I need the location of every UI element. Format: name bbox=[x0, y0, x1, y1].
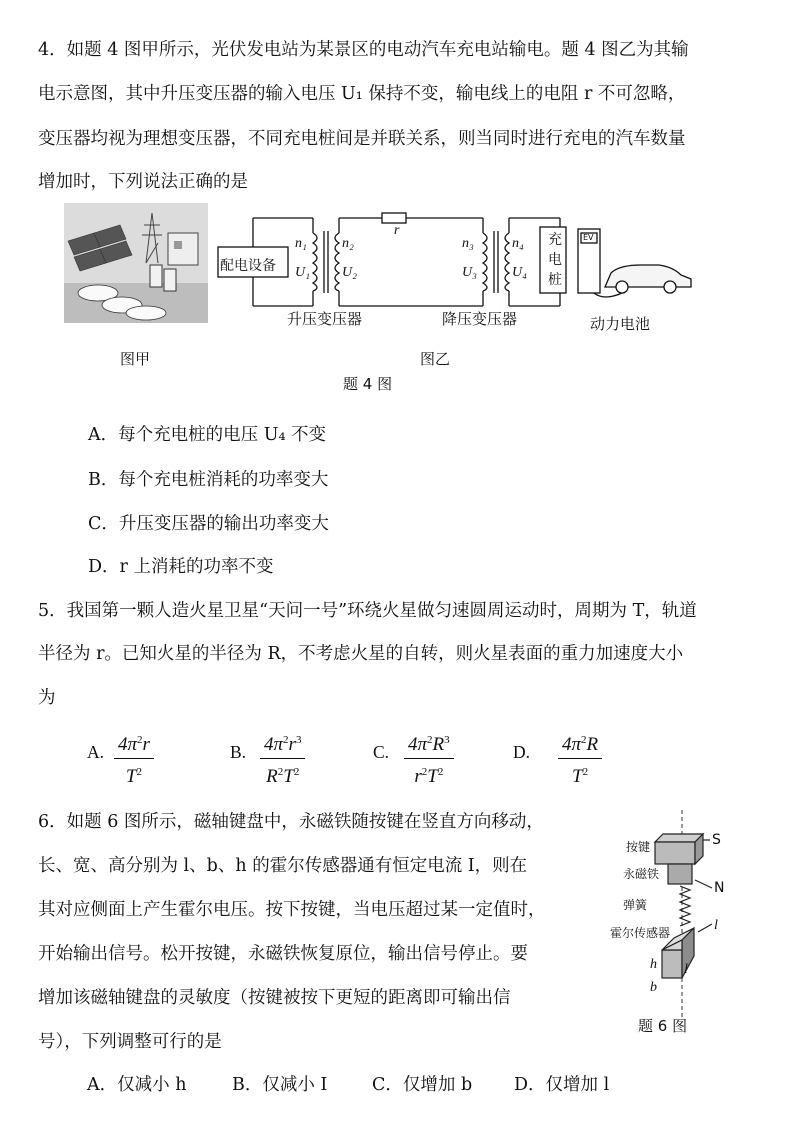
key-label: 按键 bbox=[626, 840, 651, 854]
q4-line-4: 增加时，下列说法正确的是 bbox=[38, 172, 248, 192]
source-label: 配电设备 bbox=[220, 258, 276, 274]
q6-line-1: 6．如题 6 图所示，磁轴键盘中，永磁铁随按键在竖直方向移动， bbox=[38, 812, 544, 832]
n-pole-label: N bbox=[714, 880, 725, 896]
q5-option-b-fraction[interactable] bbox=[260, 727, 305, 790]
figure-6-title: 题 6 图 bbox=[638, 1017, 688, 1035]
q5-option-d-fraction[interactable] bbox=[558, 727, 602, 790]
q6-line-4: 开始输出信号。松开按键，永磁铁恢复原位，输出信号停止。要 bbox=[38, 944, 528, 964]
figure-4-jia-photo bbox=[64, 203, 208, 323]
q5-option-b-den: $R^2T^2$ bbox=[266, 766, 300, 787]
figure-yi-caption: 图乙 bbox=[420, 350, 451, 368]
n2-label: n₂ bbox=[342, 236, 354, 251]
q6-option-d[interactable]: D．仅增加 l bbox=[514, 1075, 610, 1095]
q5-option-a-num: $4\pi^2r$ bbox=[114, 727, 154, 759]
q6-option-c[interactable]: C．仅增加 b bbox=[372, 1075, 473, 1095]
n3-label: n₃ bbox=[462, 236, 474, 251]
s-pole-label: S bbox=[712, 832, 721, 848]
q5-option-c-num: $4\pi^2R^3$ bbox=[404, 727, 454, 759]
q5-option-c-fraction[interactable] bbox=[404, 727, 454, 790]
magnet-label: 永磁铁 bbox=[623, 867, 660, 881]
n4-label: n₄ bbox=[512, 236, 524, 251]
q4-option-c[interactable]: C．升压变压器的输出功率变大 bbox=[88, 514, 329, 534]
q4-line-2: 电示意图，其中升压变压器的输入电压 U₁ 保持不变，输电线上的电阻 r 不可忽略， bbox=[38, 84, 686, 104]
n1-label: n₁ bbox=[295, 236, 307, 251]
q4-line-1: 4．如题 4 图甲所示，光伏发电站为某景区的电动汽车充电站输电。题 4 图乙为其输 bbox=[38, 40, 689, 60]
q6-option-b[interactable]: B．仅减小 I bbox=[232, 1075, 328, 1095]
q5-option-d-label[interactable]: D. bbox=[513, 742, 531, 762]
q6-line-2: 长、宽、高分别为 l、b、h 的霍尔传感器通有恒定电流 I，则在 bbox=[38, 856, 528, 876]
figure-4-title: 题 4 图 bbox=[343, 375, 393, 393]
q5-option-b-label[interactable]: B. bbox=[230, 742, 247, 762]
u3-label: U₃ bbox=[462, 265, 477, 280]
figure-jia-caption: 图甲 bbox=[120, 350, 151, 368]
q5-option-c-den: $r^2T^2$ bbox=[414, 766, 444, 787]
u2-label: U₂ bbox=[342, 265, 357, 280]
q4-option-a[interactable]: A．每个充电桩的电压 U₄ 不变 bbox=[88, 425, 327, 445]
step-up-label: 升压变压器 bbox=[287, 310, 363, 328]
b-label: b bbox=[650, 980, 657, 995]
q5-option-a-den: $T^2$ bbox=[125, 766, 142, 787]
l-side-label: l bbox=[684, 962, 688, 977]
q5-option-d-den: $T^2$ bbox=[572, 766, 589, 787]
charger-label: 充电桩 bbox=[548, 232, 562, 288]
ev-label: EV bbox=[583, 233, 594, 242]
q4-option-d[interactable]: D．r 上消耗的功率不变 bbox=[88, 557, 274, 577]
q5-option-b-num: $4\pi^2r^3$ bbox=[260, 727, 305, 759]
sensor-label: 霍尔传感器 bbox=[610, 926, 671, 940]
q5-option-a-label[interactable]: A. bbox=[87, 742, 105, 762]
u4-label: U₄ bbox=[512, 265, 527, 280]
h-label: h bbox=[650, 957, 657, 972]
q4-option-b[interactable]: B．每个充电桩消耗的功率变大 bbox=[88, 470, 329, 490]
q4-line-3: 变压器均视为理想变压器，不同充电桩间是并联关系，则当同时进行充电的汽车数量 bbox=[38, 129, 686, 149]
q5-option-a-fraction[interactable] bbox=[114, 727, 154, 790]
q5-option-c-label[interactable]: C. bbox=[373, 742, 390, 762]
spring-label: 弹簧 bbox=[623, 898, 648, 912]
r-label: r bbox=[394, 223, 400, 238]
battery-label: 动力电池 bbox=[590, 315, 651, 333]
q6-line-6: 号），下列调整可行的是 bbox=[38, 1032, 222, 1052]
u1-label: U₁ bbox=[295, 265, 310, 280]
q6-line-3: 其对应侧面上产生霍尔电压。按下按键，当电压超过某一定值时， bbox=[38, 900, 546, 920]
q5-option-d-num: $4\pi^2R$ bbox=[558, 727, 602, 759]
q5-line-3: 为 bbox=[38, 688, 56, 708]
q6-line-5: 增加该磁轴键盘的灵敏度（按键被按下更短的距离即可输出信 bbox=[38, 988, 511, 1008]
step-down-label: 降压变压器 bbox=[442, 310, 518, 328]
q6-option-a[interactable]: A．仅减小 h bbox=[87, 1075, 187, 1095]
l-top-label: l bbox=[714, 918, 718, 933]
q5-line-1: 5．我国第一颗人造火星卫星“天问一号”环绕火星做匀速圆周运动时，周期为 T，轨道 bbox=[38, 601, 697, 621]
q5-line-2: 半径为 r。已知火星的半径为 R，不考虑火星的自转，则火星表面的重力加速度大小 bbox=[38, 644, 684, 664]
